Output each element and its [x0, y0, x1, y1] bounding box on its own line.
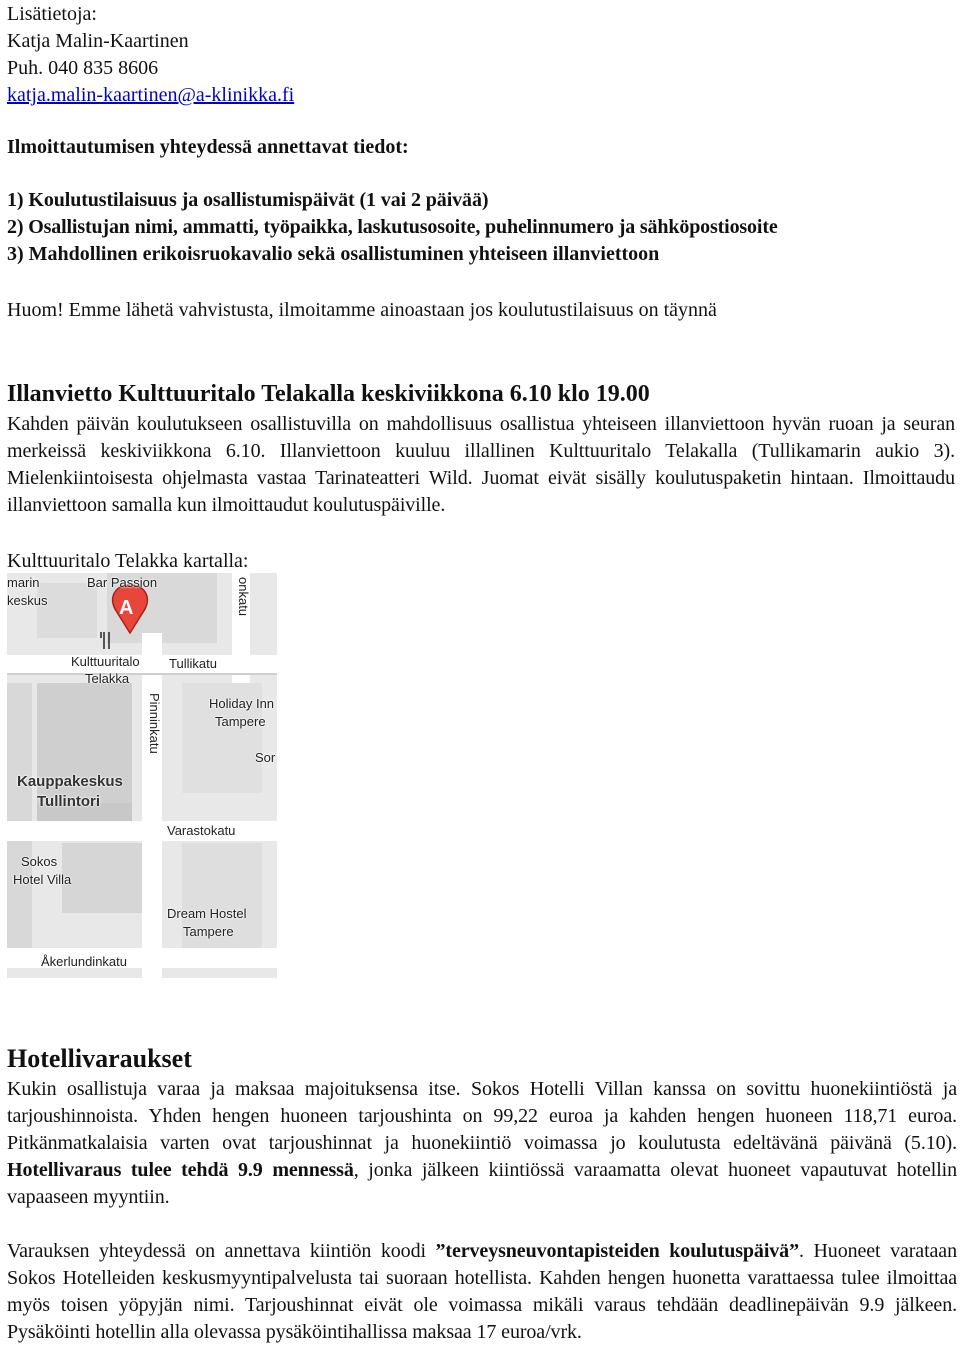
map-label: Dream Hostel [167, 906, 247, 921]
contact-heading: Lisätietoja: [7, 3, 97, 25]
map-label: Kulttuuritalo [71, 654, 140, 669]
hotel-code: ”terveysneuvontapisteiden koulutuspäivä” [435, 1240, 799, 1262]
hotel-text: . Huoneet varataan Sokos Hotelleiden keskusmyyntipalvelusta tai suoraan hotellista. Kahden hengen huonetta varattaessa tulee ilmoittaa myös toisen yöpyjän nimi. Tarjoushinnat eivät ole voimassa mikäli varaus tehdään deadlinepäivän 9.9 jälkeen. Pysäköinti hotellin alla olevassa pysäköintihallissa maksaa 17 euroa/vrk. [7, 1240, 957, 1343]
hotel-block [7, 1044, 957, 1346]
contact-email-link[interactable]: katja.malin-kaartinen@a-klinikka.fi [7, 84, 295, 106]
map-street-label: onkatu [236, 577, 251, 617]
evening-body: Kahden päivän koulutukseen osallistuvilla on mahdollisuus osallistua yhteiseen illanviettoon hyvän ruoan ja seuran merkeissä keskiviikkona 6.10. Illanviettoon kuuluu illallinen Kulttuuritalo Telakalla (Tullikamarin aukio 3). Mielenkiintoisesta ohjelmasta vastaa Tarinateatteri Wild. Juomat eivät sisälly koulutuspaketin hintaan. Ilmoittaudu illanviettoon samalla kun ilmoittaudut koulutuspäiville. [7, 413, 955, 516]
map-marker-label: A [119, 597, 134, 619]
map-caption: Kulttuuritalo Telakka kartalla: [7, 550, 249, 572]
map-street-label: Varastokatu [167, 823, 236, 838]
hotel-text: Varauksen yhteydessä on annettava kiintiön koodi [7, 1240, 426, 1262]
evening-heading: Illanvietto Kulttuuritalo Telakalla keskiviikkona 6.10 klo 19.00 [7, 381, 650, 407]
evening-block [7, 380, 955, 519]
registration-note: Huom! Emme lähetä vahvistusta, ilmoitamme ainoastaan jos koulutustilaisuus on täynnä [7, 299, 717, 321]
map-label: keskus [7, 593, 48, 608]
map-label: Telakka [85, 671, 130, 686]
hotel-deadline: Hotellivaraus tulee tehdä 9.9 mennessä [7, 1159, 354, 1181]
registration-item: 2) Osallistujan nimi, ammatti, työpaikka, laskutusosoite, puhelinnumero ja sähköpostiosoite [7, 216, 778, 238]
map-street-label: Åkerlundinkatu [41, 954, 127, 969]
map-label: marin [7, 575, 40, 590]
map-image [7, 573, 277, 978]
registration-list [7, 187, 778, 268]
registration-heading: Ilmoittautumisen yhteydessä annettavat tiedot: [7, 136, 409, 158]
map-label: Tullintori [37, 793, 101, 810]
hotel-text: Kukin osallistuja varaa ja maksaa majoituksensa itse. Sokos Hotelli Villan kanssa on sovittu huonekiintiöstä ja tarjoushinnoista. Yhden hengen huoneen tarjoushinta on 99,22 euroa ja kahden hengen huoneen 118,71 euroa. Pitkänmatkalaisia varten ovat tarjoushinnat ja huonekiintiö voimassa jo koulutusta edeltävänä päivänä (5.10). [7, 1078, 957, 1154]
map-label: Bar Passion [87, 575, 158, 590]
map-label: Holiday Inn [209, 696, 275, 711]
contact-phone: Puh. 040 835 8606 [7, 57, 159, 79]
hotel-heading: Hotellivaraukset [7, 1044, 192, 1073]
contact-block [7, 1, 294, 109]
map-label: Hotel Villa [13, 872, 72, 887]
contact-name: Katja Malin-Kaartinen [7, 30, 189, 52]
map-label: Kauppakeskus [17, 773, 123, 790]
registration-item: 3) Mahdollinen erikoisruokavalio sekä osallistuminen yhteiseen illanviettoon [7, 243, 660, 265]
hotel-text: , jonka jälkeen kiintiössä varaamatta olevat huoneet vapautuvat hotellin vapaaseen myyntiin. [7, 1159, 958, 1208]
hotel-paragraph-1 [7, 1076, 957, 1211]
registration-item: 1) Koulutustilaisuus ja osallistumispäivät (1 vai 2 päivää) [7, 189, 489, 211]
map-label: Tampere [215, 714, 266, 729]
map-label: Sor [255, 750, 276, 765]
map-street-label: Pinninkatu [147, 693, 162, 754]
map-label: Tampere [183, 924, 234, 939]
hotel-paragraph-2 [7, 1238, 957, 1346]
registration-block [7, 134, 409, 161]
map-street-label: Tullikatu [169, 656, 217, 671]
map-label: Sokos [21, 854, 58, 869]
